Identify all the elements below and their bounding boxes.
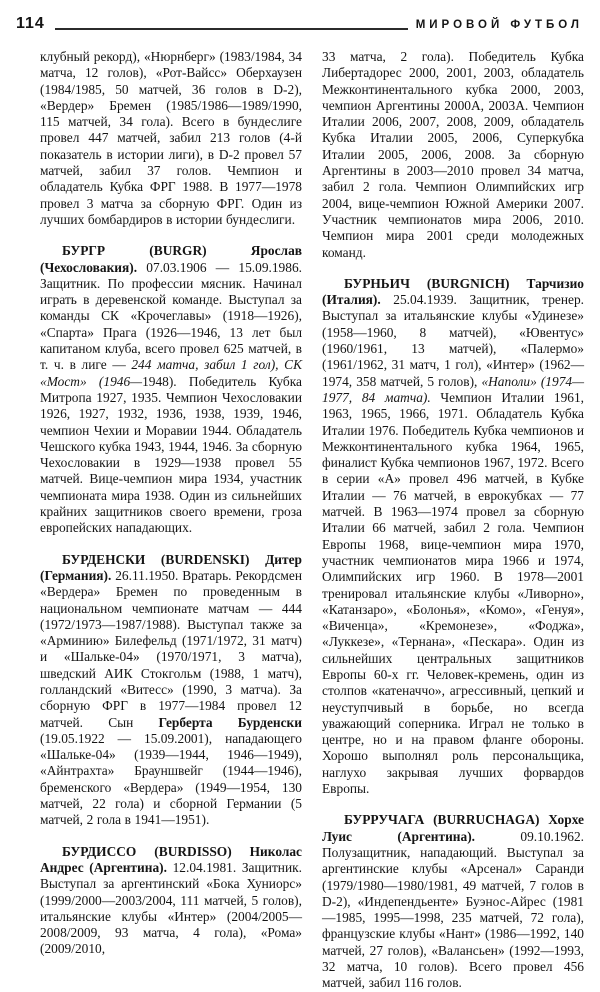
text-segment: «Наполи» (1974—1977, 84 матча). [322, 373, 584, 405]
text-segment: 09.10.1962. Полузащитник, нападающий. Выступал за аргентинские клубы «Арсенал» Саранди (1979/1980—1980/1981, 49 матчей, 7 голов в D-2), «Индепендьенте» Буэнос-Айрес (1981—1985, 1995—1998, 235 матчей, 72 гола), французские клубы «Нант» (1986—1992, 140 матчей, 27 голов), «Валансьен» (1992—1993, 32 матча, 10 голов). Всего провел 456 матчей, забил 116 голов. [322, 828, 585, 991]
page-header [16, 10, 583, 32]
entry-heading: БУРРУЧАГА (BURRUCHAGA) Хорхе Луис (Аргентина). [322, 812, 584, 844]
entry-heading: БУРДИССО (BURDISSO) Николас Андрес (Аргентина). [40, 843, 302, 875]
text-segment: 25.04.1939. Защитник, тренер. Выступал за итальянские клубы «Удинезе» (1958—1960, 8 матчей), «Ювентус» (1960/1961, 13 матчей), «Палермо» (1961/1962, 31 матч, 1 гол), «Интер» (1962—1974, 358 матчей, 5 голов), [322, 292, 584, 389]
entry-paragraph [40, 552, 302, 829]
page-number: 114 [16, 15, 45, 32]
entry-heading: Герберта Бурденски [158, 714, 302, 730]
header-rule [55, 28, 408, 30]
text-segment: клубный рекорд), «Нюрнберг» (1983/1984, 34 матча, 12 голов), «Рот-Вайсс» Оберхаузен (1984/1985, 50 матчей, 36 голов в D-2), «Вердер» Бремен (1985/1986—1989/1990, 115 матчей, 34 гола). Всего в бундеслиге провел 447 матчей, забил 213 голов (4-й показатель в истории лиги), в D-2 провел 57 матчей, забил 37 голов. Чемпион и обладатель Кубка ФРГ 1988. В 1977—1978 провел 3 матча за сборную ФРГ. Один из лучших бомбардиров в истории бундеслиги. [40, 49, 302, 227]
column-right [322, 49, 584, 992]
page-content [40, 49, 584, 992]
entry-heading: БУРНЬИЧ (BURGNICH) Тарчизио (Италия). [322, 275, 584, 308]
column-left [40, 49, 302, 992]
text-segment: 33 матча, 2 гола). Победитель Кубка Либертадорес 2000, 2001, 2003, обладатель Межконтинентального кубка 2000, 2003, чемпион Аргентины 2000А, 2003А. Чемпион Италии 2006, 2007, 2008, 2009, обладатель Кубка Италии 2005, 2006, Суперкубка Италии 2005, 2006, 2008. За сборную Аргентины в 2003—2010 провел 34 матча, забил 2 гола. Чемпион Олимпийских игр 2004, вице-чемпион Южной Америки 2007. Участник чемпионатов мира 2006, 2010. Чемпион мира 2001 среди молодежных команд. [322, 49, 584, 260]
text-segment: 12.04.1981. Защитник. Выступал за аргентинский «Бока Хуниорс» (1999/2000—2003/2004, 111 матчей, 5 голов), итальянские клубы «Интер» (2004/2005—2008/2009, 93 матча, 4 гола), «Рома» (2009/2010, [40, 859, 302, 957]
text-segment: 1948). Победитель Кубка Митропа 1927, 1935. Чемпион Чехословакии 1926, 1927, 1932, 1936, 1938, 1939, 1946, чемпион Чехии и Моравии 1944. Обладатель Чешского кубка 1943, 1944, 1946. За сборную Чехословакии в 1929—1938 провел 55 матчей. Вице-чемпион мира 1934, участник чемпионата мира 1938. Один из сильнейших крайних защитников своего времени, гроза европейских нападающих. [40, 373, 302, 536]
continuation-paragraph [322, 49, 584, 261]
header-title: МИРОВОЙ ФУТБОЛ [415, 18, 583, 31]
entry-paragraph [322, 276, 584, 798]
encyclopedia-page [0, 10, 600, 991]
text-segment: Чемпион Италии 1961, 1963, 1965, 1966, 1971. Обладатель Кубка Италии 1976. Победитель Кубка чемпионов и Межконтинентального кубка 1964, 1965, финалист Кубка чемпионов 1967, 1972. Всего в серии «А» провел 496 матчей, в Кубке Италии — 76 матчей, в еврокубках — 77 матчей. В 1963—1974 провел за сборную Италии 66 матчей, забил 2 гола. Чемпион Европы 1968, вице-чемпион мира 1970, участник чемпионатов мира 1966 и 1974, Олимпийских игр 1960. В 1978—2001 тренировал итальянские клубы «Ливорно», «Катанзаро», «Болонья», «Комо», «Генуя», «Виченца», «Кремонезе», «Фоджа», «Луккезе», «Тернана», «Пескара». Один из сильнейших центральных защитников Европы 60-х гг. Человек-кремень, один из столпов «катеначчо», агрессивный, цепкий и неуступчивый в борьбе, но всегда уважающий соперника. Играл не только в центре, но и на правом фланге обороны. Хорошо выполнял роль персональщика, наглухо закрывая лучших форвардов Европы. [322, 389, 584, 797]
entry-paragraph [40, 243, 302, 536]
text-segment: 244 матча, забил 1 гол), СК «Мост» (1946— [40, 357, 302, 389]
entry-paragraph [40, 844, 302, 958]
text-segment: (19.05.1922 — 15.09.2001), нападающего «Шальке-04» (1939—1944, 1946—1949), «Айнтрахта» Брауншвейг (1944—1946), бременского «Вердера» (1949—1954, 130 матчей, 22 гола) и сборной Германии (5 матчей, 2 гола в 1941—1951). [40, 730, 302, 828]
entry-heading: БУРДЕНСКИ (BURDENSKI) Дитер (Германия). [40, 551, 302, 583]
text-segment: 07.03.1906 — 15.09.1986. Защитник. По профессии мясник. Начинал играть в деревенской команде. Выступал за команды СК «Крочеглавы» (1918—1926), «Спарта» Прага (1926—1946, 13 лет был капитаном клуба, всего провел 625 матчей, в т. ч. в лиге — [40, 259, 302, 373]
entry-heading: БУРГР (BURGR) Ярослав (Чехословакия). [40, 243, 302, 275]
text-segment: 26.11.1950. Вратарь. Рекордсмен «Вердера» Бремен по проведенным в национальном чемпионате матчам — 444 (1972/1973—1987/1988). Выступал также за «Арминию» Билефельд (1971/1972, 31 матч) и «Шальке-04» (1970/1971, 3 матча), шведский АИК Стокгольм (1988, 1 матч), голландский «Витесс» (1990, 3 матча). За сборную ФРГ в 1977—1984 провел 12 матчей. Сын [40, 567, 302, 730]
continuation-paragraph [40, 49, 302, 228]
